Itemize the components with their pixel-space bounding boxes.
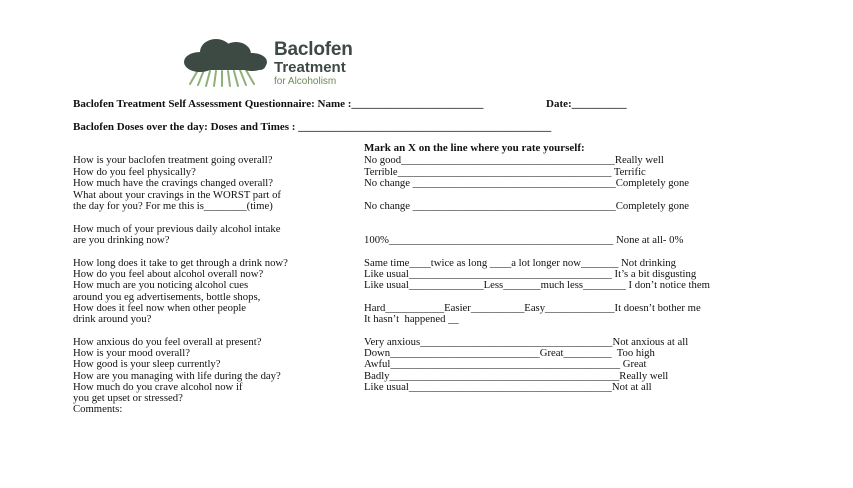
question: How do you feel about alcohol overall now? [73, 268, 264, 280]
rating-scale[interactable]: Hard___________Easier__________Easy_____________It doesn’t bother me [364, 302, 701, 314]
question: How long does it take to get through a drink now? [73, 257, 288, 269]
rating-scale[interactable]: Down____________________________Great_________ Too high [364, 347, 655, 359]
date-field: Date:__________ [546, 98, 627, 110]
question: How is your baclofen treatment going overall? [73, 154, 273, 166]
rating-scale[interactable]: Very anxious____________________________________Not anxious at all [364, 336, 689, 348]
comments-label: Comments: [73, 403, 123, 415]
question: How good is your sleep currently? [73, 358, 221, 370]
rating-scale[interactable]: Like usual______________Less_______much less________ I don’t notice them [364, 279, 710, 291]
question: How do you feel physically? [73, 166, 196, 178]
question: you get upset or stressed? [73, 392, 183, 404]
question: How are you managing with life during the day? [73, 370, 281, 382]
rating-scale[interactable]: 100%__________________________________________ None at all- 0% [364, 234, 684, 246]
question: How is your mood overall? [73, 347, 190, 359]
cloud-rain-logo-icon [178, 38, 274, 88]
question: What about your cravings in the WORST part of [73, 189, 281, 201]
logo-line-1: Baclofen [274, 39, 353, 60]
doses-field: Baclofen Doses over the day: Doses and Times : ______________________________________________ [73, 121, 552, 133]
logo-line-2: Treatment [274, 59, 346, 76]
rating-scale[interactable]: Like usual______________________________________ It’s a bit disgusting [364, 268, 697, 280]
logo-line-3: for Alcoholism [274, 76, 337, 87]
question: drink around you? [73, 313, 152, 325]
logo [178, 38, 368, 88]
questionnaire-title: Baclofen Treatment Self Assessment Questionnaire: Name :________________________ [73, 98, 484, 110]
question: around you eg advertisements, bottle shops, [73, 291, 261, 303]
rating-scale[interactable]: Same time____twice as long ____a lot longer now_______ Not drinking [364, 257, 676, 269]
rating-scale[interactable]: No good________________________________________Really well [364, 154, 664, 166]
rating-instruction: Mark an X on the line where you rate yourself: [364, 142, 585, 154]
question: How much of your previous daily alcohol intake [73, 223, 281, 235]
question: How anxious do you feel overall at present? [73, 336, 262, 348]
logo-text [274, 40, 353, 87]
rating-scale[interactable]: No change ______________________________________Completely gone [364, 200, 690, 212]
question: are you drinking now? [73, 234, 170, 246]
question: How much are you noticing alcohol cues [73, 279, 249, 291]
rating-scale[interactable]: Awful___________________________________________ Great [364, 358, 647, 370]
question: How much do you crave alcohol now if [73, 381, 243, 393]
rating-scale[interactable]: Terrible________________________________________ Terrific [364, 166, 646, 178]
question: How does it feel now when other people [73, 302, 247, 314]
rating-scale[interactable]: Like usual______________________________________Not at all [364, 381, 652, 393]
rating-scale[interactable]: Badly___________________________________________Really well [364, 370, 669, 382]
rating-scale[interactable]: No change ______________________________________Completely gone [364, 177, 690, 189]
rating-scale[interactable]: It hasn’t happened __ [364, 313, 459, 325]
question: the day for you? For me this is________(time) [73, 200, 273, 212]
question: How much have the cravings changed overall? [73, 177, 274, 189]
